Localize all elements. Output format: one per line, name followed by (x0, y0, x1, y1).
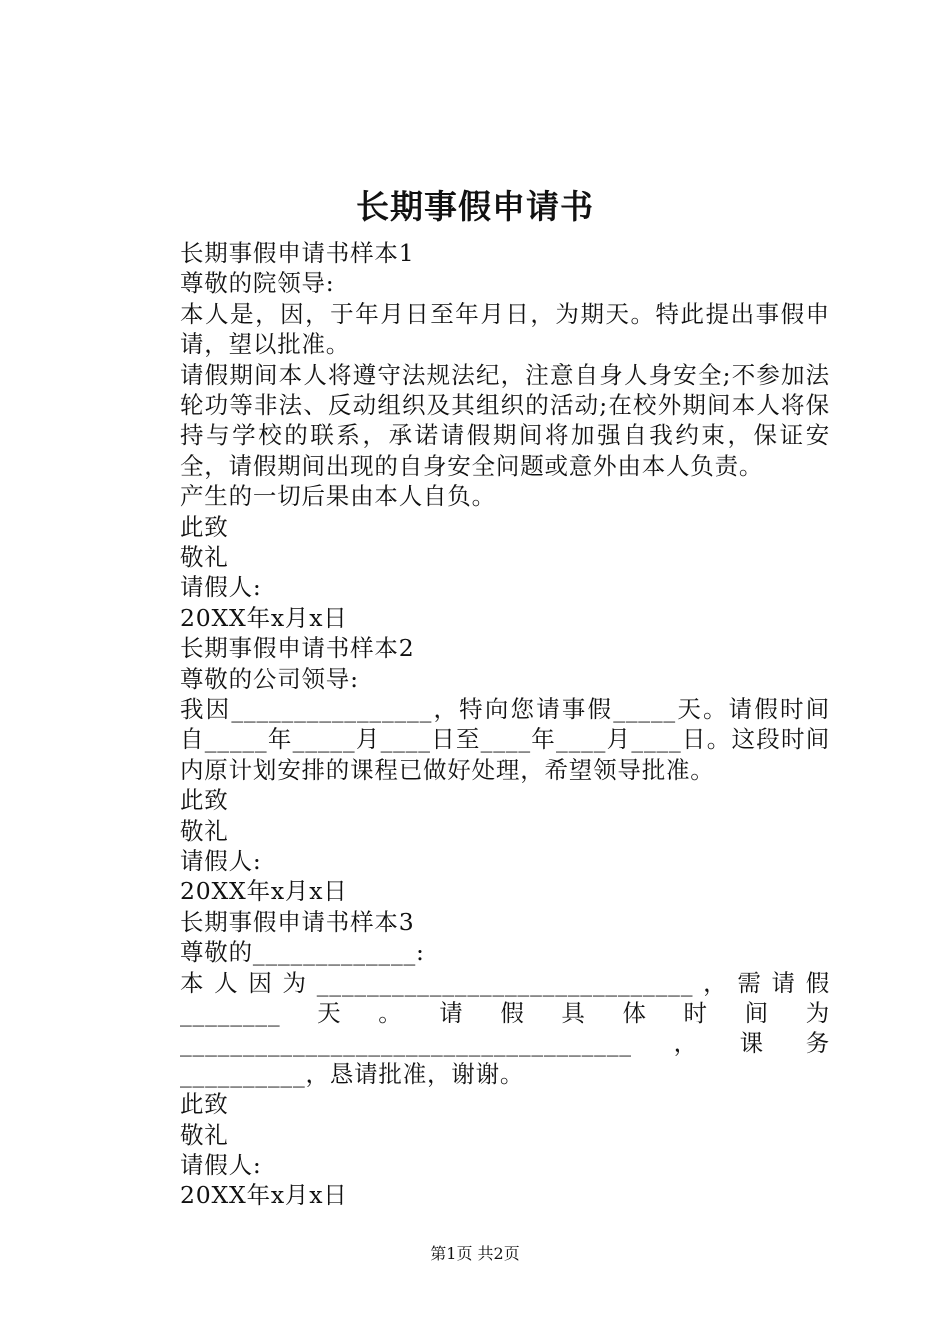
applicant-line: 请假人: (180, 573, 262, 602)
closing-line: 此致 (180, 1090, 229, 1119)
salutation: 尊敬的_____________: (180, 938, 425, 967)
document-title: 长期事假申请书 (356, 187, 594, 226)
paragraph: 我因________________，特向您请事假_____天。请假时间自_____年_____月____日至____年____月____日。这段时间内原计划安排的课程已做好处理，希望领导批准。 (180, 694, 830, 784)
salutation: 尊敬的院领导: (180, 269, 335, 298)
date-line: 20XX年x月x日 (180, 877, 348, 906)
paragraph: 产生的一切后果由本人自负。 (180, 482, 496, 511)
closing-line: 敬礼 (180, 1120, 229, 1149)
applicant-line: 请假人: (180, 846, 262, 875)
page-footer: 第1页 共2页 (430, 1244, 520, 1263)
salutation: 尊敬的公司领导: (180, 664, 359, 693)
date-line: 20XX年x月x日 (180, 1181, 348, 1210)
closing-line: 此致 (180, 786, 229, 815)
paragraph: 本人是，因，于年月日至年月日，为期天。特此提出事假申请，望以批准。 (180, 299, 830, 359)
paragraph: 本人因为______________________________，需请假________天。请假具体时间为____________________________________，课务__________，恳请批准，谢谢。 (180, 968, 830, 1088)
date-line: 20XX年x月x日 (180, 603, 348, 632)
sample-heading: 长期事假申请书样本3 (180, 907, 415, 936)
paragraph: 请假期间本人将遵守法规法纪，注意自身人身安全;不参加法轮功等非法、反动组织及其组织的活动;在校外期间本人将保持与学校的联系，承诺请假期间将加强自我约束，保证安全，请假期间出现的自身安全问题或意外由本人负责。 (180, 360, 830, 480)
applicant-line: 请假人: (180, 1150, 262, 1179)
closing-line: 敬礼 (180, 543, 229, 571)
closing-line: 此致 (180, 512, 229, 541)
sample-heading: 长期事假申请书样本2 (180, 634, 415, 663)
document-body (130, 238, 830, 1211)
sample-heading: 长期事假申请书样本1 (180, 239, 415, 267)
closing-line: 敬礼 (180, 816, 229, 845)
